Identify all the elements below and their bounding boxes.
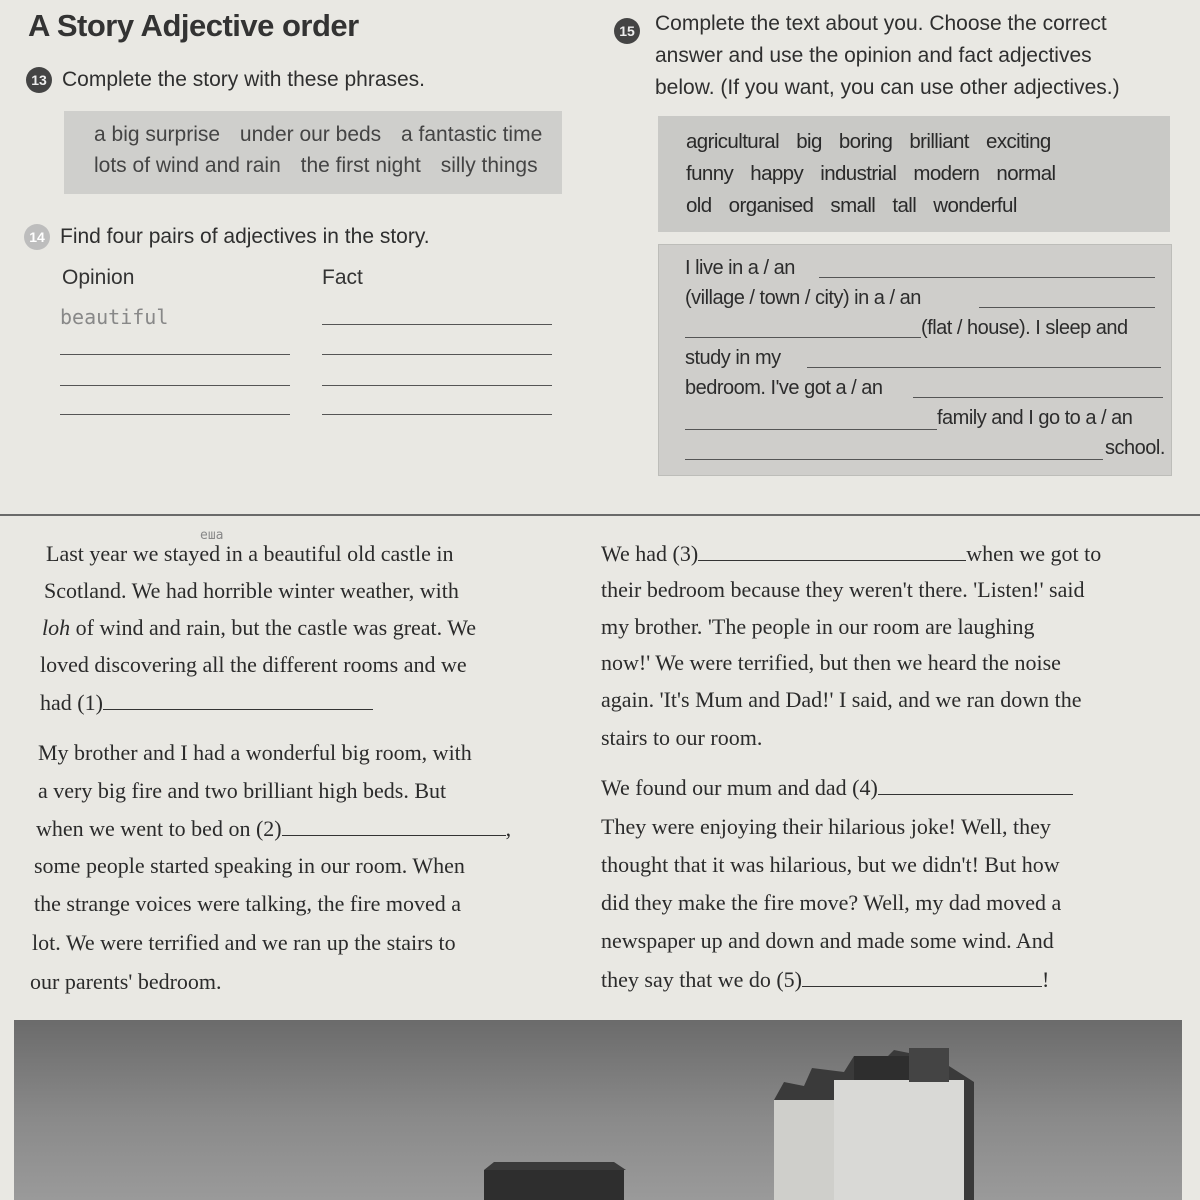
- adjective-word: organised: [728, 194, 814, 217]
- story-blank-2-comma: ,: [505, 816, 512, 841]
- opinion-example-answer: beautiful: [60, 305, 169, 329]
- ex13-heading: [26, 67, 425, 93]
- story-blank-3[interactable]: [698, 542, 966, 561]
- story-right-line-4: now!' We were terrified, but then we heard the noise: [601, 650, 1061, 675]
- ex15-instruction-line-3: below. (If you want, you can use other adjectives.): [655, 76, 1120, 99]
- story-right-line-3: my brother. 'The people in our room are laughing: [601, 614, 1035, 639]
- story-blank-1[interactable]: [103, 691, 373, 710]
- adjective-row-3: [686, 194, 1029, 218]
- fill-text-line-2: (village / town / city) in a / an: [685, 287, 921, 309]
- adjective-row-1: [686, 130, 1063, 154]
- section-title: A Story Adjective order: [28, 8, 359, 43]
- adjective-word: agricultural: [686, 130, 780, 153]
- fill-text-line-6: family and I go to a / an: [937, 407, 1133, 429]
- adjective-word: small: [830, 194, 876, 217]
- phrase-row-1: [94, 123, 556, 147]
- adjective-row-2: [686, 162, 1067, 186]
- phrase-chip: the first night: [300, 154, 421, 177]
- ex13-instruction: Complete the story with these phrases.: [62, 68, 426, 91]
- fact-answer-line-3[interactable]: [322, 385, 552, 386]
- story-blank-5-label: they say that we do (5): [601, 967, 802, 992]
- fill-blank-4[interactable]: [807, 367, 1161, 368]
- story-left-line-10: the strange voices were talking, the fire moved a: [34, 891, 462, 916]
- ex13-phrase-box: [64, 111, 562, 194]
- opinion-answer-line-2[interactable]: [60, 354, 290, 355]
- handwritten-note: еша: [200, 528, 224, 543]
- phrase-chip: under our beds: [239, 123, 382, 146]
- adjective-word: modern: [913, 162, 980, 185]
- fact-answer-line-4[interactable]: [322, 414, 552, 415]
- story-right-line-9: thought that it was hilarious, but we didn't! But how: [601, 852, 1060, 877]
- adjective-word: tall: [892, 194, 917, 217]
- fact-answer-line-1[interactable]: [322, 324, 552, 325]
- castle-silhouette-icon: [14, 1020, 1182, 1200]
- story-left-line-3: [42, 615, 476, 641]
- story-left-line-4: loved discovering all the different rooms and we: [40, 652, 467, 677]
- phrase-chip: silly things: [440, 154, 538, 177]
- story-blank-5-exclaim: !: [1042, 967, 1050, 992]
- adjective-word: happy: [750, 162, 804, 185]
- story-left-line-7: a very big fire and two brilliant high beds. But: [38, 778, 447, 803]
- phrase-row-2: [94, 154, 552, 178]
- phrase-chip: a big surprise: [94, 123, 221, 146]
- adjective-word: normal: [996, 162, 1056, 185]
- story-right-line-10: did they make the fire move? Well, my dad moved a: [601, 890, 1062, 915]
- ex15-number-badge: 15: [614, 18, 640, 44]
- story-left-line-1: Last year we stayed in a beautiful old castle in: [46, 541, 454, 566]
- adjective-word: wonderful: [933, 194, 1017, 217]
- story-left-line-12: our parents' bedroom.: [30, 969, 222, 994]
- story-blank-3-label: We had (3): [601, 541, 699, 566]
- story-right-line-6: stairs to our room.: [601, 725, 763, 750]
- adjective-word: big: [796, 130, 822, 153]
- story-word-loh: loh: [42, 615, 71, 640]
- fact-column-header: Fact: [322, 266, 363, 289]
- fill-text-line-1: I live in a / an: [685, 257, 795, 279]
- ex13-number-badge: 13: [26, 67, 52, 93]
- story-blank-2[interactable]: [282, 817, 506, 836]
- fill-blank-7[interactable]: [685, 459, 1103, 460]
- story-left-line-2: Scotland. We had horrible winter weather, with: [44, 578, 459, 603]
- fill-text-line-5: bedroom. I've got a / an: [685, 377, 883, 399]
- fact-answer-line-2[interactable]: [322, 354, 552, 355]
- story-blank-4-label: We found our mum and dad (4): [601, 775, 878, 800]
- story-blank-4[interactable]: [878, 776, 1073, 795]
- fill-blank-5[interactable]: [913, 397, 1163, 398]
- opinion-column-header: Opinion: [62, 266, 135, 289]
- story-left-line-5: [40, 690, 373, 716]
- adjective-word: boring: [838, 130, 893, 153]
- fill-blank-2[interactable]: [979, 307, 1155, 308]
- story-right-line-1: [601, 541, 1101, 567]
- story-left-line-11: lot. We were terrified and we ran up the stairs to: [32, 930, 456, 955]
- castle-photo: [14, 1020, 1182, 1200]
- adjective-word: funny: [686, 162, 734, 185]
- adjective-word: industrial: [820, 162, 897, 185]
- story-right-line-7: [601, 775, 1073, 801]
- adjective-word: old: [686, 194, 712, 217]
- adjective-word: brilliant: [909, 130, 969, 153]
- fill-blank-3[interactable]: [685, 337, 921, 338]
- story-blank-5[interactable]: [802, 968, 1042, 987]
- fill-blank-1[interactable]: [819, 277, 1155, 278]
- ex14-heading: [24, 224, 430, 250]
- ex15-instruction-line-2: answer and use the opinion and fact adjectives: [655, 44, 1092, 67]
- story-right-line-1-rest: when we got to: [966, 541, 1102, 566]
- fill-blank-6[interactable]: [685, 429, 937, 430]
- story-right-line-2: their bedroom because they weren't there. 'Listen!' said: [601, 577, 1085, 602]
- story-left-line-8: [36, 816, 511, 842]
- phrase-chip: a fantastic time: [401, 123, 543, 146]
- story-right-line-11: newspaper up and down and made some wind. And: [601, 928, 1054, 953]
- adjective-word: exciting: [986, 130, 1051, 153]
- story-right-line-5: again. 'It's Mum and Dad!' I said, and we ran down the: [601, 687, 1082, 712]
- ex15-instruction-line-1: Complete the text about you. Choose the correct: [655, 12, 1107, 35]
- ex14-instruction: Find four pairs of adjectives in the story.: [60, 225, 430, 248]
- fill-text-line-7: school.: [1105, 437, 1165, 459]
- opinion-answer-line-4[interactable]: [60, 414, 290, 415]
- fill-text-line-3: (flat / house). I sleep and: [921, 317, 1128, 339]
- ex14-number-badge: 14: [24, 224, 50, 250]
- ex15-fill-text-box: [658, 244, 1172, 476]
- phrase-chip: lots of wind and rain: [94, 154, 281, 177]
- story-left-line-6: My brother and I had a wonderful big room, with: [38, 740, 472, 765]
- story-left-line-3-rest: of wind and rain, but the castle was great. We: [70, 615, 477, 640]
- story-page-edge: [0, 514, 1200, 524]
- story-blank-2-label: when we went to bed on (2): [36, 816, 282, 841]
- story-right-line-8: They were enjoying their hilarious joke! Well, they: [601, 814, 1051, 839]
- opinion-answer-line-3[interactable]: [60, 385, 290, 386]
- ex15-number-badge-wrap: [614, 18, 650, 44]
- fill-text-line-4: study in my: [685, 347, 781, 369]
- story-blank-1-label: had (1): [40, 690, 103, 715]
- ex15-adjective-box: [658, 116, 1170, 232]
- story-left-line-9: some people started speaking in our room. When: [34, 853, 465, 878]
- story-right-line-12: [601, 967, 1049, 993]
